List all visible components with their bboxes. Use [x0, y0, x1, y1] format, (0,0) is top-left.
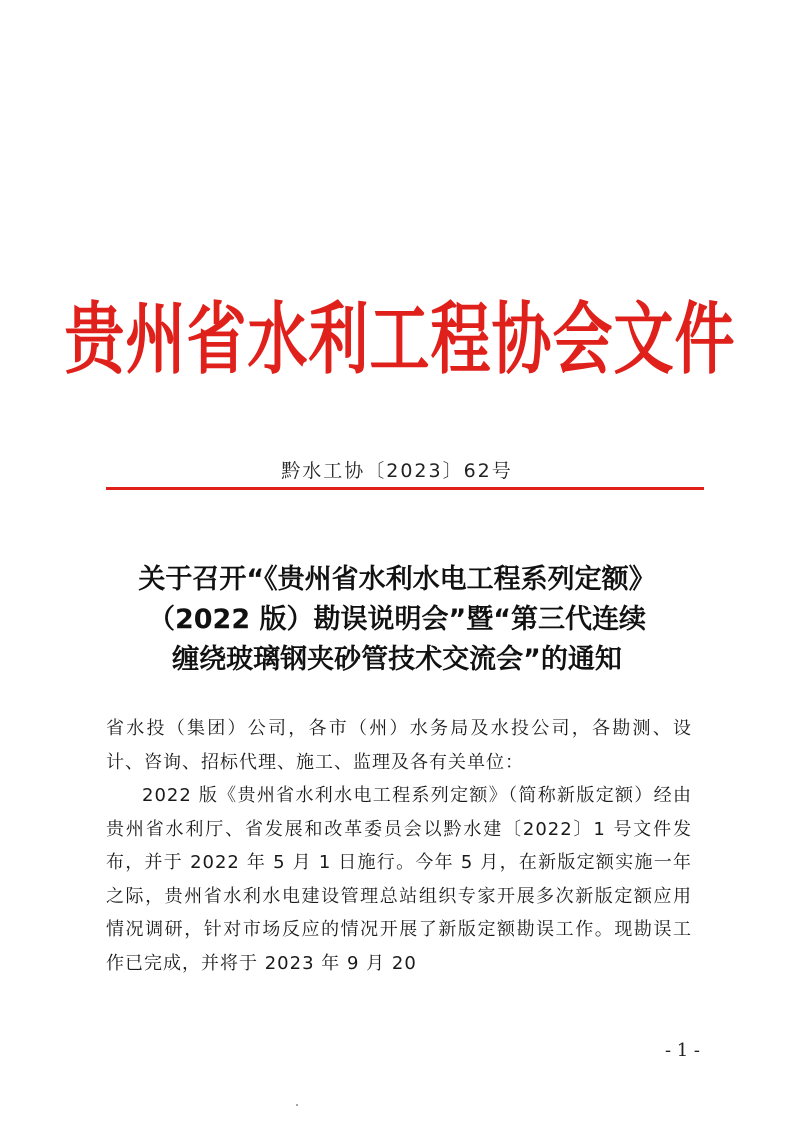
document-number: 黔水工协〔2023〕62号 [281, 460, 513, 482]
title-line-3: 缠绕玻璃钢夹砂管技术交流会”的通知 [172, 644, 622, 675]
red-divider-line [106, 487, 704, 490]
page-number: - 1 - [664, 1040, 700, 1061]
notice-body [106, 712, 692, 980]
notice-title [90, 560, 704, 680]
salutation: 省水投（集团）公司，各市（州）水务局及水投公司，各勘测、设计、咨询、招标代理、施工、监理及各有关单位： [106, 718, 692, 773]
title-line-2: （2022 版）勘误说明会”暨“第三代连续 [147, 604, 647, 635]
masthead-title: 贵州省水利工程协会文件 [64, 294, 736, 386]
title-line-1: 关于召开“《贵州省水利水电工程系列定额》 [138, 564, 656, 595]
scan-speck [296, 1104, 298, 1106]
body-paragraph-1: 2022 版《贵州省水利水电工程系列定额》（简称新版定额）经由贵州省水利厅、省发展和改革委员会以黔水建〔2022〕1 号文件发布，并于 2022 年 5 月 1 日施行。今年 5 月，在新版定额实施一年之际，贵州省水利水电建设管理总站组织专家开展多次新版定额应用情况调研，针对市场反应的情况开展了新版定额勘误工作。现勘误工作已完成，并将于 2023 年 9 月 20 [106, 785, 692, 974]
